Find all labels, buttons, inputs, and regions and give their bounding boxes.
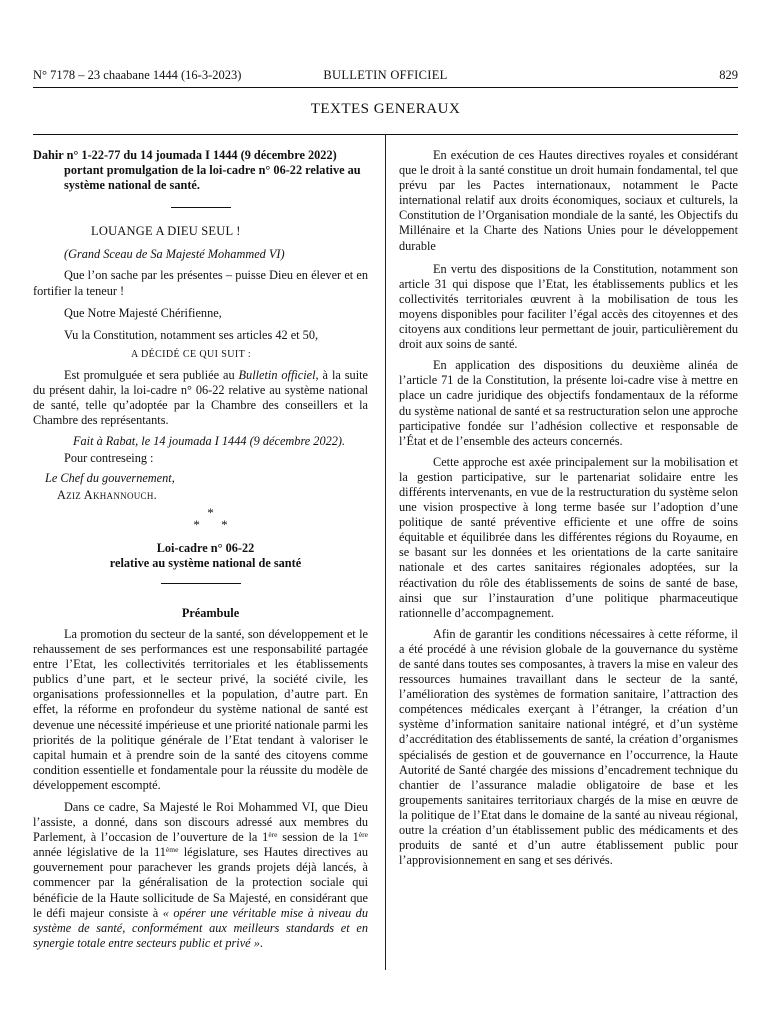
loi-cadre-title: Loi-cadre n° 06-22 bbox=[156, 540, 255, 555]
chef-du-gouvernement: Le Chef du gouvernement, bbox=[45, 470, 175, 485]
asterism-top: * bbox=[207, 504, 214, 520]
preambule-paragraph-2: Dans ce cadre, Sa Majesté le Roi Mohammed VI, que Dieu l’assiste, a donné, dans son discours adressé aux membres du Parlement, à l’occasion de l’ouverture de la 1ère session de la 1ère année législative de la 11ème législature, ses Hautes directives au gouvernement pour parachever les grands projets déjà lancés, à commencer par la généralisation de la protection sociale qui bénéficie de la Haute sollicitude de Sa Majesté, en considérant que le défi majeur consiste à « opérer une véritable mise à niveau du système de santé, conformément aux meilleurs standards et en synergie totale entre secteurs public et privé ». bbox=[33, 800, 368, 950]
paragraph-promulgation: Est promulguée et sera publiée au Bulletin officiel, à la suite du présent dahir, la loi-cadre n° 06-22 relative au système national de santé, telle qu’adoptée par la Chambre des conseillers et la Chambre des représentants. bbox=[33, 367, 368, 428]
page-number: 829 bbox=[719, 68, 738, 82]
preambule-paragraph-1: La promotion du secteur de la santé, son développement et le rehaussement de ses performances est une responsabilité partagée entre l’Etat, les collectivités territoriales et les établissements publics d’une part, et le secteur privé, la société civile, les organisations professionnelles et la population, d’autre part. En effet, la réforme en profondeur du système national de santé est devenue une nécessité impérieuse et une priorité nationale parmi les priorités de la politique générale de l’Etat tendant à valoriser le capital humain et à prendre soin de la santé des citoyens comme condition essentielle et fondamentale pour la réussite du modèle de développement escompté. bbox=[33, 626, 368, 792]
paragraph-presentes: Que l’on sache par les présentes – puisse Dieu en élever et en fortifier la teneur ! bbox=[33, 268, 368, 298]
dahir-title-line2: portant promulgation de la loi-cadre n° 06-22 relative au bbox=[64, 163, 361, 178]
section-title: TEXTES GENERAUX bbox=[310, 101, 461, 117]
issue-number: N° 7178 – 23 chaabane 1444 (16-3-2023) bbox=[33, 68, 242, 82]
paragraph-constitution: Vu la Constitution, notamment ses articles 42 et 50, bbox=[64, 327, 319, 342]
left-column bbox=[33, 148, 368, 951]
loi-separator bbox=[161, 583, 241, 584]
paragraph-article-31: En vertu des dispositions de la Constitution, notamment son article 31 qui dispose que l’Etat, les établissements publics et les collectivités territoriales œuvrent à la mobilisation de tous les moyens disponibles pour faciliter l’égal accès des citoyennes et des citoyens aux conditions leur permettant de jouir, particulièrement du droit aux soins de santé. bbox=[399, 261, 738, 352]
publication-title: BULLETIN OFFICIEL bbox=[323, 68, 448, 82]
column-divider bbox=[385, 134, 386, 970]
header-rule bbox=[33, 87, 738, 88]
louange-heading: LOUANGE A DIEU SEUL ! bbox=[91, 224, 241, 239]
royal-quote: « opérer une véritable mise à niveau du système de santé, conformément aux meilleurs standards et en synergie totale entre secteurs public et privé » bbox=[33, 905, 368, 950]
signatory-name: Aziz Akhannouch. bbox=[57, 487, 158, 502]
asterism-bottom: * * bbox=[193, 516, 228, 532]
right-column bbox=[399, 148, 738, 874]
fait-a-rabat: Fait à Rabat, le 14 joumada I 1444 (9 décembre 2022). bbox=[73, 434, 346, 449]
pour-contreseing: Pour contreseing : bbox=[64, 451, 154, 466]
asterism bbox=[33, 504, 368, 532]
dahir-title-line3: système national de santé. bbox=[64, 178, 200, 193]
decide-heading: A DÉCIDÉ CE QUI SUIT : bbox=[131, 348, 252, 360]
grand-sceau: (Grand Sceau de Sa Majesté Mohammed VI) bbox=[64, 247, 285, 262]
paragraph-approche: Cette approche est axée principalement sur la mobilisation et la gestion participative, sur le partenariat solidaire entre les différents intervenants, en vue de la restructuration du système selon une vision prospective à long terme basée sur l’adoption d’une politique de santé préventive efficiente et une offre de soins équitable et équilibrée dans les différentes régions du Royaume, en se basant sur les données et les orientations de la carte sanitaire nationale et des cartes sanitaires régionales adoptées, sur la réactivation du rôle des établissements de soins de santé de base, ainsi que sur l’instauration d’une politique pharmaceutique rationnelle d’accompagnement. bbox=[399, 454, 738, 620]
bulletin-officiel-emphasis: Bulletin officiel bbox=[238, 367, 316, 382]
dahir-title-line1: Dahir n° 1-22-77 du 14 joumada I 1444 (9 décembre 2022) bbox=[33, 148, 337, 162]
paragraph-directives: En exécution de ces Hautes directives royales et considérant que le droit à la santé constitue un droit humain fondamental, tel que prévu par les Pactes internationaux, notamment le Pacte international relatif aux droits économiques, sociaux et culturels, la Constitution de l’Organisation mondiale de la santé, les Objectifs du Millénaire et la Charte des Nations Unies pour le développement durable bbox=[399, 148, 738, 253]
page-header bbox=[33, 68, 738, 86]
preambule-heading: Préambule bbox=[181, 605, 240, 620]
title-separator bbox=[171, 207, 231, 208]
paragraph-majeste: Que Notre Majesté Chérifienne, bbox=[64, 305, 222, 320]
loi-cadre-subtitle: relative au système national de santé bbox=[109, 555, 302, 570]
paragraph-gouvernance: Afin de garantir les conditions nécessaires à cette réforme, il a été procédé à une révision globale de la gouvernance du système de santé dans toutes ses composantes, à travers la mise en valeur des ressources humaines travaillant dans le secteur de la santé, l’amélioration des systèmes de formation sanitaire, l’attraction des compétences médicales exerçant à l’étranger, la création d’un système d’information sanitaire national intégré, et d’un système d’accréditation des établissements de santé, la création d’organismes spécialisés de gestion et de gouvernance en l’occurrence, la Haute Autorité de Santé chargée des missions d’encadrement technique du chantier de l’assurance maladie obligatoire de base et les groupements sanitaires territoriaux chargés de la mise en œuvre de la politique de l’Etat dans le domaine de la santé au niveau régional, outre la création d’un établissement public des médicaments et des produits de santé et d’un autre établissement public pour l’approvisionnement en sang et ses dérivés. bbox=[399, 626, 738, 868]
paragraph-article-71: En application des dispositions du deuxième alinéa de l’article 71 de la Constitution, la présente loi-cadre vise à mettre en place un cadre juridique des objectifs fondamentaux de la réforme du système national de santé et sa restructuration selon une approche participative fondée sur l’adhésion collective et responsable de l’État et de l’ensemble des acteurs concernés. bbox=[399, 358, 738, 448]
